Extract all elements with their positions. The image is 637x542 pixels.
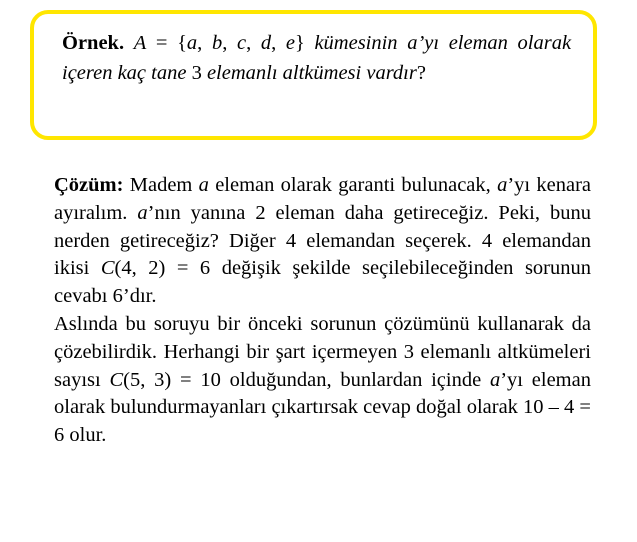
math-var: a xyxy=(407,32,418,54)
math-var: A xyxy=(133,32,147,54)
text-run: ’nın yanına 2 eleman daha getireceğiz. Peki, bunu nerden getireceğiz? Diğer 4 elemandan seçerek. 4 elemandan ikisi xyxy=(54,201,591,280)
text-run: , xyxy=(197,32,212,54)
math-var: d xyxy=(260,32,272,54)
math-var: a xyxy=(198,174,209,196)
math-var: a xyxy=(489,368,501,391)
math-var: a xyxy=(497,174,508,196)
example-label: Örnek. xyxy=(62,32,125,54)
math-var: C xyxy=(100,257,115,280)
question-text: ’yı eleman olarak içeren kaç tane xyxy=(62,32,572,84)
solution-section xyxy=(54,172,591,450)
text-run: , xyxy=(271,32,286,54)
text-run: Aslında bu soruyu bir önceki sorunun çözümünü kullanarak da çözebilirdik. Herhangi bir şart içermeyen 3 elemanlı altkümeleri sayısı xyxy=(54,312,591,391)
example-question xyxy=(62,28,571,88)
text-run: (5, 3) = 10 olduğundan, bunlardan içinde xyxy=(123,368,490,391)
text-run xyxy=(124,32,134,54)
text-run: (4, 2) = 6 değişik şekilde seçilebileceğinden sorunun cevabı 6’dır. xyxy=(54,257,591,308)
question-text: elemanlı altkümesi vardır xyxy=(201,62,417,84)
text-run: , xyxy=(222,32,237,54)
question-mark: ? xyxy=(416,62,426,84)
math-var: c xyxy=(236,32,247,54)
number: 3 xyxy=(191,62,202,84)
math-var: C xyxy=(109,368,124,391)
text-run: ’yı eleman olarak bulundurmayanları çıkartırsak cevap doğal olarak 10 – 4 = 6 olur. xyxy=(54,368,591,447)
math-var: a xyxy=(186,32,198,54)
text-run: Madem xyxy=(123,174,199,196)
text-run: eleman olarak garanti bulunacak, xyxy=(208,174,498,196)
text-run: = { xyxy=(146,32,187,54)
solution-label: Çözüm: xyxy=(54,174,124,196)
text-run: ’yı kenara ayıralım. xyxy=(54,174,591,224)
math-var: b xyxy=(211,32,223,54)
question-text: kümesinin xyxy=(314,32,408,54)
math-var: e xyxy=(285,32,295,54)
solution-paragraph-2 xyxy=(54,311,591,450)
solution-paragraph-1 xyxy=(54,172,591,311)
text-run: , xyxy=(246,32,261,54)
example-box xyxy=(30,10,597,140)
math-var: a xyxy=(137,201,148,224)
text-run: } xyxy=(294,32,315,54)
